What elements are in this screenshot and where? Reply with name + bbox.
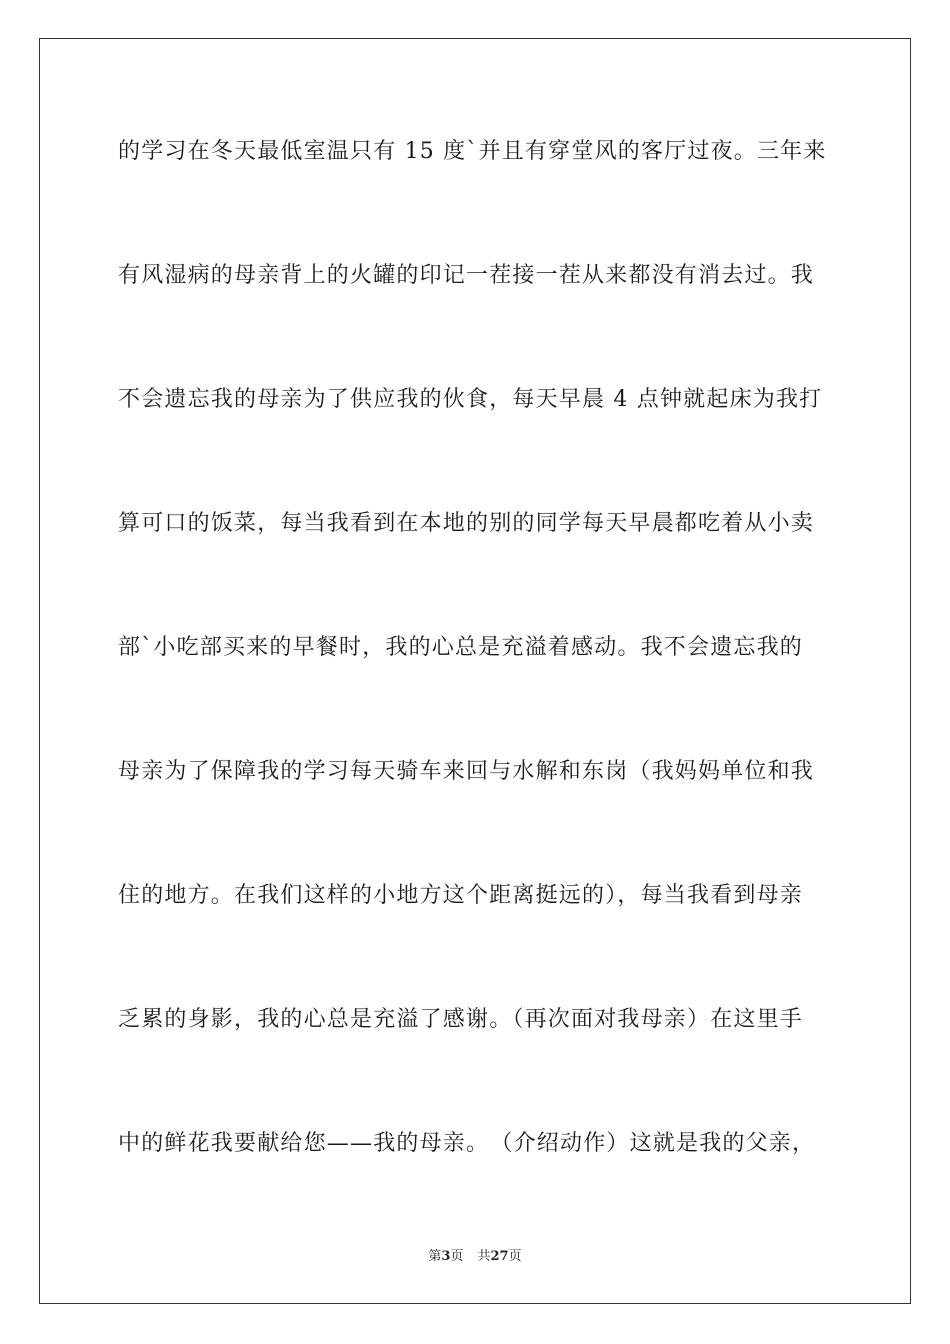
body-text-line-9: 中的鲜花我要献给您——我的母亲。 （介绍动作）这就是我的父亲， <box>118 1131 816 1156</box>
total-pages: 27 <box>490 1249 509 1264</box>
body-text-line-7: 住的地方。在我们这样的小地方这个距离挺远的），每当我看到母亲 <box>118 883 804 908</box>
body-text-line-1: 的学习在冬天最低室温只有 15 度`并且有穿堂风的客厅过夜。三年来 <box>118 139 827 164</box>
body-text-line-4: 算可口的饭菜，每当我看到在本地的别的同学每天早晨都吃着从小卖 <box>118 511 815 536</box>
body-text-line-3: 不会遗忘我的母亲为了供应我的伙食，每天早晨 4 点钟就起床为我打 <box>118 387 823 412</box>
total-prefix: 共 <box>477 1249 491 1264</box>
body-text-line-6: 母亲为了保障我的学习每天骑车来回与水解和东岗（我妈妈单位和我 <box>118 759 815 784</box>
body-text-line-8: 乏累的身影，我的心总是充溢了感谢。（再次面对我母亲）在这里手 <box>118 1007 804 1032</box>
page-prefix: 第 <box>428 1249 442 1264</box>
body-text-line-5: 部`小吃部买来的早餐时，我的心总是充溢着感动。我不会遗忘我的 <box>118 635 804 660</box>
page-frame <box>39 38 911 1304</box>
total-suffix: 页 <box>508 1249 522 1264</box>
page-suffix: 页 <box>450 1249 464 1264</box>
body-text-line-2: 有风湿病的母亲背上的火罐的印记一茬接一茬从来都没有消去过。我 <box>118 263 815 288</box>
page-footer <box>0 1248 950 1266</box>
page-number: 3 <box>441 1249 451 1264</box>
